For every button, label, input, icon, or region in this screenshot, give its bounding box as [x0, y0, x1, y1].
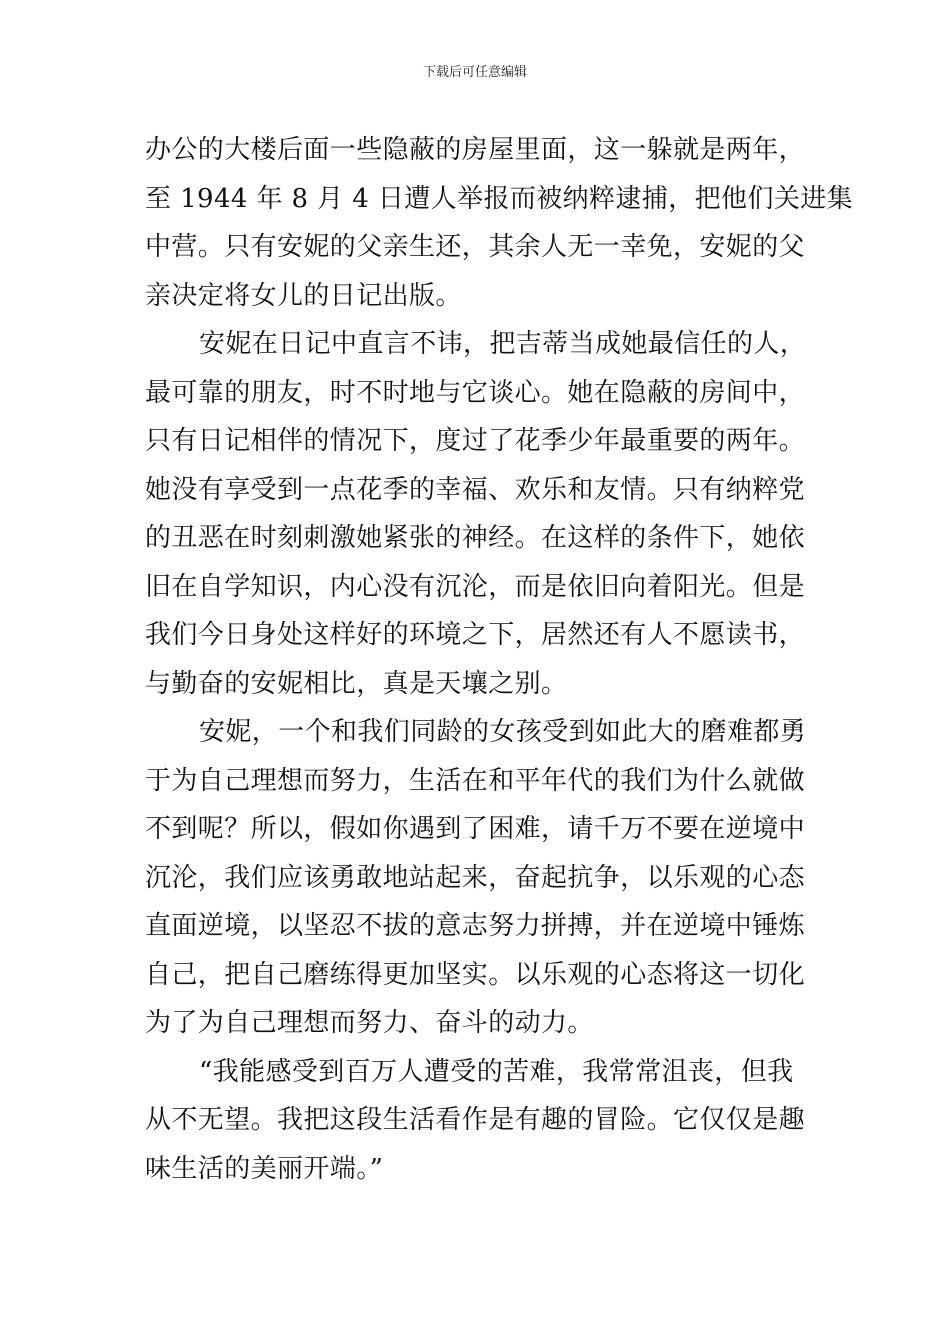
text-line: 从不无望。我把这段生活看作是有趣的冒险。它仅仅是趣	[145, 1105, 806, 1135]
paragraph-3	[145, 708, 815, 1048]
text-line: 沉沦，我们应该勇敢地站起来，奋起抗争，以乐观的心态	[145, 862, 806, 893]
text-line: 安妮在日记中直言不讳，把吉蒂当成她最信任的人，	[199, 329, 807, 359]
text-line: 旧在自学知识，内心没有沉沦，而是依旧向着阳光。但是	[145, 571, 806, 602]
text-line: 自己，把自己磨练得更加坚实。以乐观的心态将这一切化	[145, 959, 806, 990]
paragraph-4-quote	[145, 1048, 815, 1194]
text-line: 中营。只有安妮的父亲生还，其余人无一幸免，安妮的父	[145, 232, 806, 262]
text-line: 安妮，一个和我们同龄的女孩受到如此大的磨难都勇	[199, 717, 807, 747]
text-line: 于为自己理想而努力，生活在和平年代的我们为什么就做	[145, 765, 806, 796]
paragraph-2	[145, 320, 815, 708]
text-line: 我们今日身处这样好的环境之下，居然还有人不愿读书，	[145, 620, 806, 650]
text-line: 直面逆境，以坚忍不拔的意志努力拼搏，并在逆境中锤炼	[145, 911, 806, 941]
text-line: 只有日记相伴的情况下，度过了花季少年最重要的两年。	[145, 426, 806, 456]
text-line: 亲决定将女儿的日记出版。	[145, 280, 462, 311]
text-line: 最可靠的朋友，时不时地与它谈心。她在隐蔽的房间中，	[145, 377, 806, 408]
text-line: “我能感受到百万人遭受的苦难，我常常沮丧，但我	[199, 1056, 794, 1087]
text-line: 味生活的美丽开端。”	[145, 1153, 384, 1184]
text-line: 为了为自己理想而努力、奋斗的动力。	[145, 1008, 594, 1038]
paragraph-1	[145, 126, 854, 320]
text-line: 至 1944 年 8 月 4 日遭人举报而被纳粹逮捕，把他们关进集	[145, 183, 854, 214]
text-line: 的丑恶在时刻刺激她紧张的神经。在这样的条件下，她依	[145, 523, 806, 553]
text-line: 与勤奋的安妮相比，真是天壤之别。	[145, 668, 568, 699]
document-body	[145, 126, 854, 1193]
text-line: 办公的大楼后面一些隐蔽的房屋里面，这一躲就是两年，	[145, 135, 806, 165]
text-line: 她没有享受到一点花季的幸福、欢乐和友情。只有纳粹党	[145, 474, 806, 505]
text-line: 不到呢？所以，假如你遇到了困难，请千万不要在逆境中	[145, 814, 806, 844]
page-header: 下载后可任意编辑	[422, 65, 527, 80]
